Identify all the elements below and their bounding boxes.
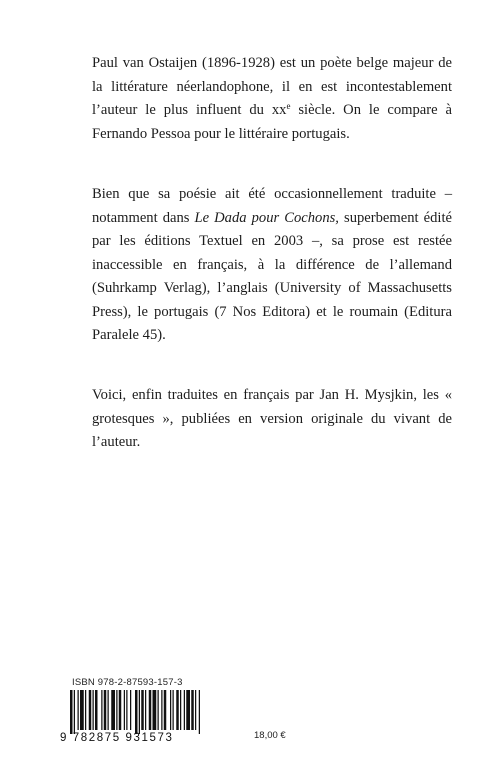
barcode-digits: 9 782875 931573: [60, 732, 174, 744]
p1-text-a: Paul van Ostaijen (1896-1928) est un poète belge majeur de la littérature néerlandophone, il en est incontestablement l’auteur le plus influent du xx: [92, 55, 452, 118]
isbn-label: ISBN 978-2-87593-157-3: [72, 677, 183, 688]
price-label: 18,00 €: [254, 730, 286, 741]
paragraph-grotesques: [92, 384, 452, 455]
p2-text-a: Bien que sa poésie ait été occasionnellement traduite – notamment dans: [92, 186, 452, 226]
barcode-icon: [60, 690, 250, 734]
p1-superscript: e: [286, 101, 291, 111]
p1-text-b: siècle. On le compare à Fernando Pessoa pour le littéraire portugais.: [92, 102, 452, 142]
barcode-area: [60, 677, 330, 757]
paragraph-author-intro: [92, 52, 452, 146]
p3-text: Voici, enfin traduites en français par Jan H. Mysjkin, les « grotesques », publiées en version originale du vivant de l’auteur.: [92, 387, 452, 450]
p2-text-b: superbement édité par les éditions Textuel en 2003 –, sa prose est restée inaccessible en français, à la différence de l’allemand (Suhrkamp Verlag), l’anglais (University of Massachusetts Press), le portugais (7 Nos Editora) et le roumain (Editura Paralele 45).: [92, 209, 452, 343]
paragraph-translations: [92, 183, 452, 348]
p2-book-title: Le Dada pour Cochons,: [194, 209, 339, 226]
